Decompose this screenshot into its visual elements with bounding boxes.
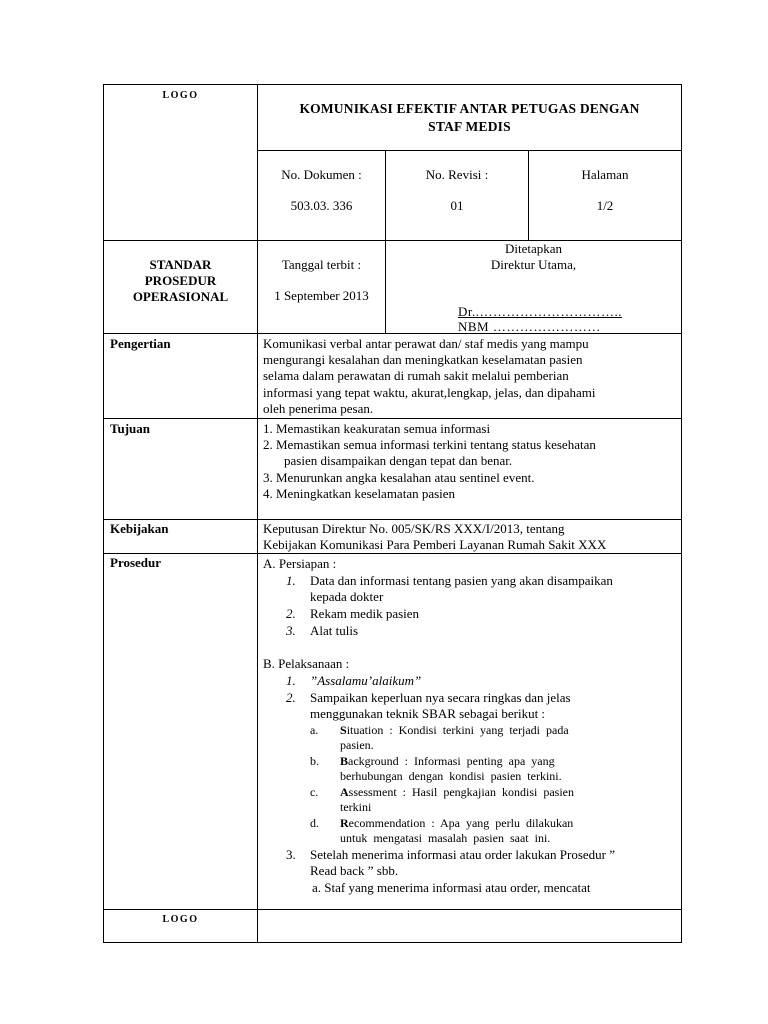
sbar-text: ssessment : Hasil pengkajian kondisi pasien: [348, 785, 574, 799]
persiapan-item-num: 3.: [286, 623, 296, 638]
read-back-step: a. Staf yang menerima informasi atau order, mencatat: [312, 880, 591, 895]
pelaksanaan-item-num: 1.: [286, 673, 296, 688]
prosedur-label: Prosedur: [110, 555, 162, 570]
pelaksanaan-item-cont: Read back ” sbb.: [310, 863, 399, 878]
pengertian-line: selama dalam perawatan di rumah sakit melalui pemberian: [263, 368, 569, 383]
persiapan-item: Rekam medik pasien: [310, 606, 420, 621]
dr-signature-line: Dr..…………………………..: [458, 304, 622, 319]
kebijakan-label: Kebijakan: [110, 521, 169, 536]
table-border-bottom: [103, 942, 682, 943]
document-title-line2: STAF MEDIS: [428, 119, 511, 134]
pelaksanaan-item-num: 2.: [286, 690, 296, 705]
logo-label: LOGO: [162, 90, 199, 101]
table-line: [103, 519, 682, 520]
pengertian-line: oleh penerima pesan.: [263, 401, 374, 416]
tujuan-line: 4. Meningkatkan keselamatan pasien: [263, 486, 456, 501]
table-line: [103, 418, 682, 419]
sbar-letter: b.: [310, 754, 319, 768]
tujuan-label: Tujuan: [110, 421, 150, 436]
nbm-line: NBM ……………………: [458, 319, 601, 334]
persiapan-heading: A. Persiapan :: [263, 556, 337, 571]
persiapan-item: Alat tulis: [310, 623, 359, 638]
footer-logo-label: LOGO: [162, 914, 199, 925]
persiapan-item: Data dan informasi tentang pasien yang akan disampaikan: [310, 573, 613, 588]
sbar-letter: a.: [310, 723, 319, 737]
pelaksanaan-item: Setelah menerima informasi atau order lakukan Prosedur ”: [310, 847, 616, 862]
table-line: [257, 150, 682, 151]
sop-label-line3: OPERASIONAL: [132, 289, 229, 304]
sbar-text: ecommendation : Apa yang perlu dilakukan: [348, 816, 574, 830]
tujuan-line: 2. Memastikan semua informasi terkini tentang status kesehatan: [263, 437, 596, 452]
sbar-letter: d.: [310, 816, 319, 830]
ditetapkan-label: Ditetapkan: [504, 241, 563, 256]
tanggal-terbit-value: 1 September 2013: [274, 288, 369, 303]
persiapan-item-num: 1.: [286, 573, 296, 588]
persiapan-item-num: 2.: [286, 606, 296, 621]
sbar-initial: R: [340, 816, 349, 830]
pelaksanaan-item-num: 3.: [286, 847, 296, 862]
greeting-text: ”Assalamu’alaikum”: [310, 673, 422, 688]
document-title-line1: KOMUNIKASI EFEKTIF ANTAR PETUGAS DENGAN: [299, 101, 640, 116]
pelaksanaan-item: Sampaikan keperluan nya secara ringkas dan jelas: [310, 690, 571, 705]
no-revisi-label: No. Revisi :: [425, 167, 489, 182]
sbar-cont: untuk mengatasi masalah pasien saat ini.: [340, 831, 551, 845]
sbar-initial: B: [340, 754, 349, 768]
kebijakan-line: Kebijakan Komunikasi Para Pemberi Layanan Rumah Sakit XXX: [263, 537, 607, 552]
kebijakan-line: Keputusan Direktur No. 005/SK/RS XXX/I/2013, tentang: [263, 521, 565, 536]
no-dokumen-label: No. Dokumen :: [281, 167, 362, 182]
sbar-situation: [340, 723, 644, 738]
no-dokumen-value: 503.03. 336: [290, 198, 353, 213]
table-line: [103, 909, 682, 910]
sbar-letter: c.: [310, 785, 319, 799]
sbar-background: [340, 754, 555, 769]
sop-label-line1: STANDAR: [149, 257, 212, 272]
no-revisi-value: 01: [450, 198, 464, 213]
table-border-left: [103, 84, 104, 943]
persiapan-item-cont: kepada dokter: [310, 589, 384, 604]
pengertian-line: Komunikasi verbal antar perawat dan/ staf medis yang mampu: [263, 336, 589, 351]
halaman-label: Halaman: [581, 167, 629, 182]
pengertian-line: mengurangi kesalahan dan meningkatkan keselamatan pasien: [263, 352, 583, 367]
sop-label-line2: PROSEDUR: [144, 273, 217, 288]
pelaksanaan-heading: B. Pelaksanaan :: [263, 656, 350, 671]
table-border-right: [681, 84, 682, 943]
tujuan-line: 1. Memastikan keakuratan semua informasi: [263, 421, 491, 436]
tanggal-terbit-label: Tanggal terbit :: [281, 257, 362, 272]
pelaksanaan-item-cont: menggunakan teknik SBAR sebagai berikut :: [310, 706, 546, 721]
table-border-top: [103, 84, 682, 85]
tujuan-line: 3. Menurunkan angka kesalahan atau sentinel event.: [263, 470, 535, 485]
pengertian-label: Pengertian: [110, 336, 171, 351]
halaman-value: 1/2: [596, 198, 614, 213]
pengertian-line: informasi yang tepat waktu, akurat,lengkap, jelas, dan dipahami: [263, 385, 596, 400]
sbar-text: ituation : Kondisi terkini yang terjadi pada: [346, 723, 569, 737]
table-line: [528, 150, 529, 241]
direktur-label: Direktur Utama,: [490, 257, 577, 272]
table-line: [103, 553, 682, 554]
sbar-cont: terkini: [340, 800, 372, 814]
tujuan-line: pasien disampaikan dengan tepat dan benar.: [284, 453, 513, 468]
sbar-recommendation: [340, 816, 573, 831]
sbar-assessment: [340, 785, 574, 800]
sbar-initial: A: [340, 785, 349, 799]
sbar-text: ackground : Informasi penting apa yang: [348, 754, 555, 768]
sbar-cont: berhubungan dengan kondisi pasien terkini.: [340, 769, 562, 783]
sbar-cont: pasien.: [340, 738, 374, 752]
sbar-initial: S: [340, 723, 347, 737]
